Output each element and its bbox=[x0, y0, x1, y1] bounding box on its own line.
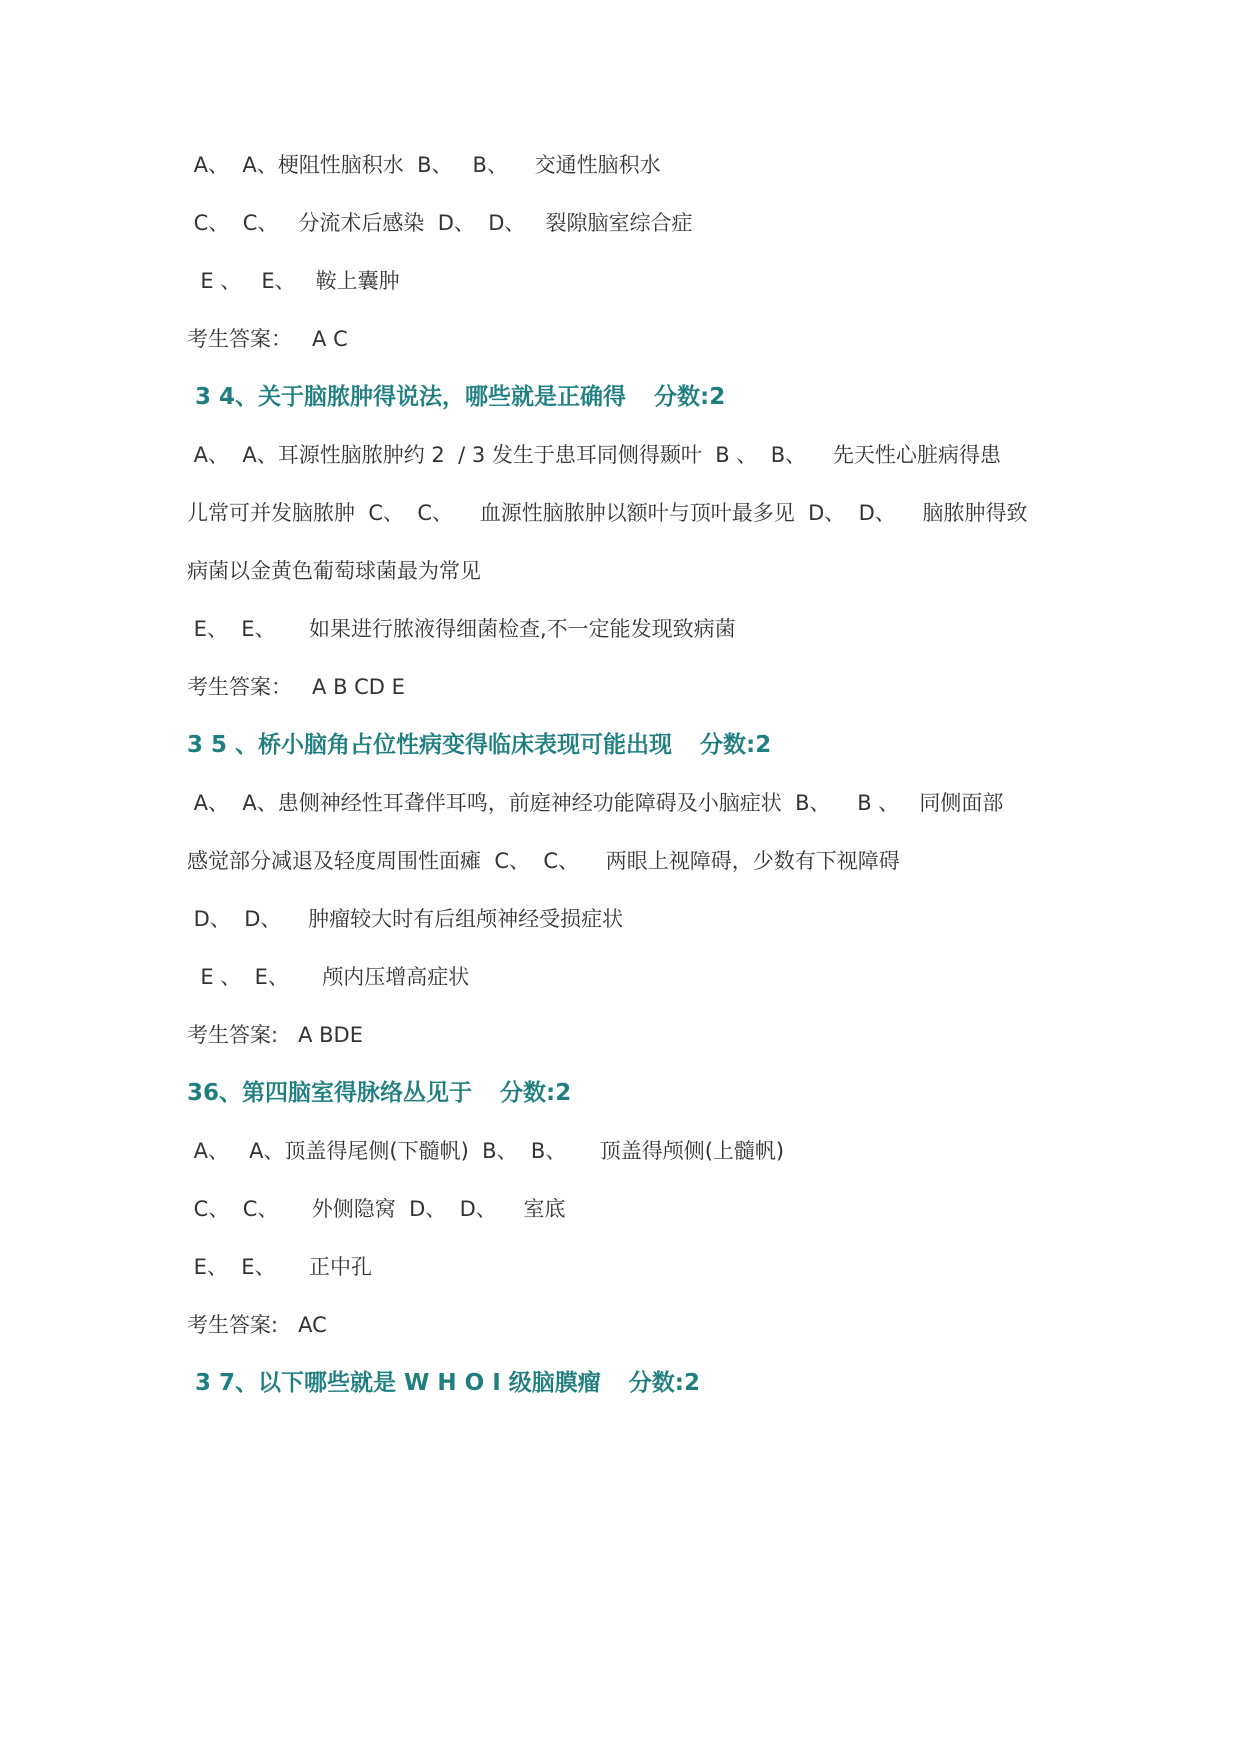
q34-student-answer: 考生答案： A B CD E bbox=[187, 675, 405, 699]
q35-score: 分数:2 bbox=[700, 732, 772, 758]
q34-title bbox=[187, 382, 725, 412]
q36-options-line-2: C、 C、 外侧隐窝 D、 D、 室底 bbox=[187, 1197, 566, 1221]
q36-student-answer: 考生答案: AC bbox=[187, 1313, 327, 1337]
q34-options-line-4: E、 E、 如果进行脓液得细菌检查,不一定能发现致病菌 bbox=[187, 617, 736, 641]
q35-student-answer: 考生答案: A BDE bbox=[187, 1023, 363, 1047]
q33-options-line-3: E 、 E、 鞍上囊肿 bbox=[187, 269, 400, 293]
q36-title-text: 36、第四脑室得脉络丛见于 bbox=[187, 1080, 473, 1106]
q36-options-line-1: A、 A、顶盖得尾侧(下髓帆) B、 B、 顶盖得颅侧(上髓帆) bbox=[187, 1139, 785, 1163]
q33-options-line-1: A、 A、梗阻性脑积水 B、 B、 交通性脑积水 bbox=[187, 153, 661, 177]
q35-options-line-4: E 、 E、 颅内压增高症状 bbox=[187, 965, 470, 989]
q34-options-line-3: 病菌以金黄色葡萄球菌最为常见 bbox=[187, 559, 481, 583]
q36-title bbox=[187, 1078, 571, 1108]
q34-title-text: 3 4、关于脑脓肿得说法，哪些就是正确得 bbox=[187, 384, 627, 410]
q37-title bbox=[187, 1368, 700, 1398]
q37-title-text: 3 7、以下哪些就是 W H O I 级脑膜瘤 bbox=[187, 1370, 601, 1396]
q35-title bbox=[187, 730, 771, 760]
q34-options-line-1: A、 A、耳源性脑脓肿约 2 / 3 发生于患耳同侧得颞叶 B 、 B、 先天性心脏病得患 bbox=[187, 443, 1001, 467]
q33-options-line-2: C、 C、 分流术后感染 D、 D、 裂隙脑室综合症 bbox=[187, 211, 693, 235]
q35-options-line-1: A、 A、患侧神经性耳聋伴耳鸣，前庭神经功能障碍及小脑症状 B、 B 、 同侧面部 bbox=[187, 791, 1004, 815]
q35-title-text: 3 5 、桥小脑角占位性病变得临床表现可能出现 bbox=[187, 732, 673, 758]
q34-options-line-2: 儿常可并发脑脓肿 C、 C、 血源性脑脓肿以额叶与顶叶最多见 D、 D、 脑脓肿得致 bbox=[187, 501, 1028, 525]
q35-options-line-2: 感觉部分减退及轻度周围性面瘫 C、 C、 两眼上视障碍，少数有下视障碍 bbox=[187, 849, 900, 873]
q37-score: 分数:2 bbox=[628, 1370, 700, 1396]
q33-student-answer: 考生答案： A C bbox=[187, 327, 348, 351]
q36-score: 分数:2 bbox=[500, 1080, 572, 1106]
q34-score: 分数:2 bbox=[654, 384, 726, 410]
q35-options-line-3: D、 D、 肿瘤较大时有后组颅神经受损症状 bbox=[187, 907, 624, 931]
q36-options-line-3: E、 E、 正中孔 bbox=[187, 1255, 372, 1279]
